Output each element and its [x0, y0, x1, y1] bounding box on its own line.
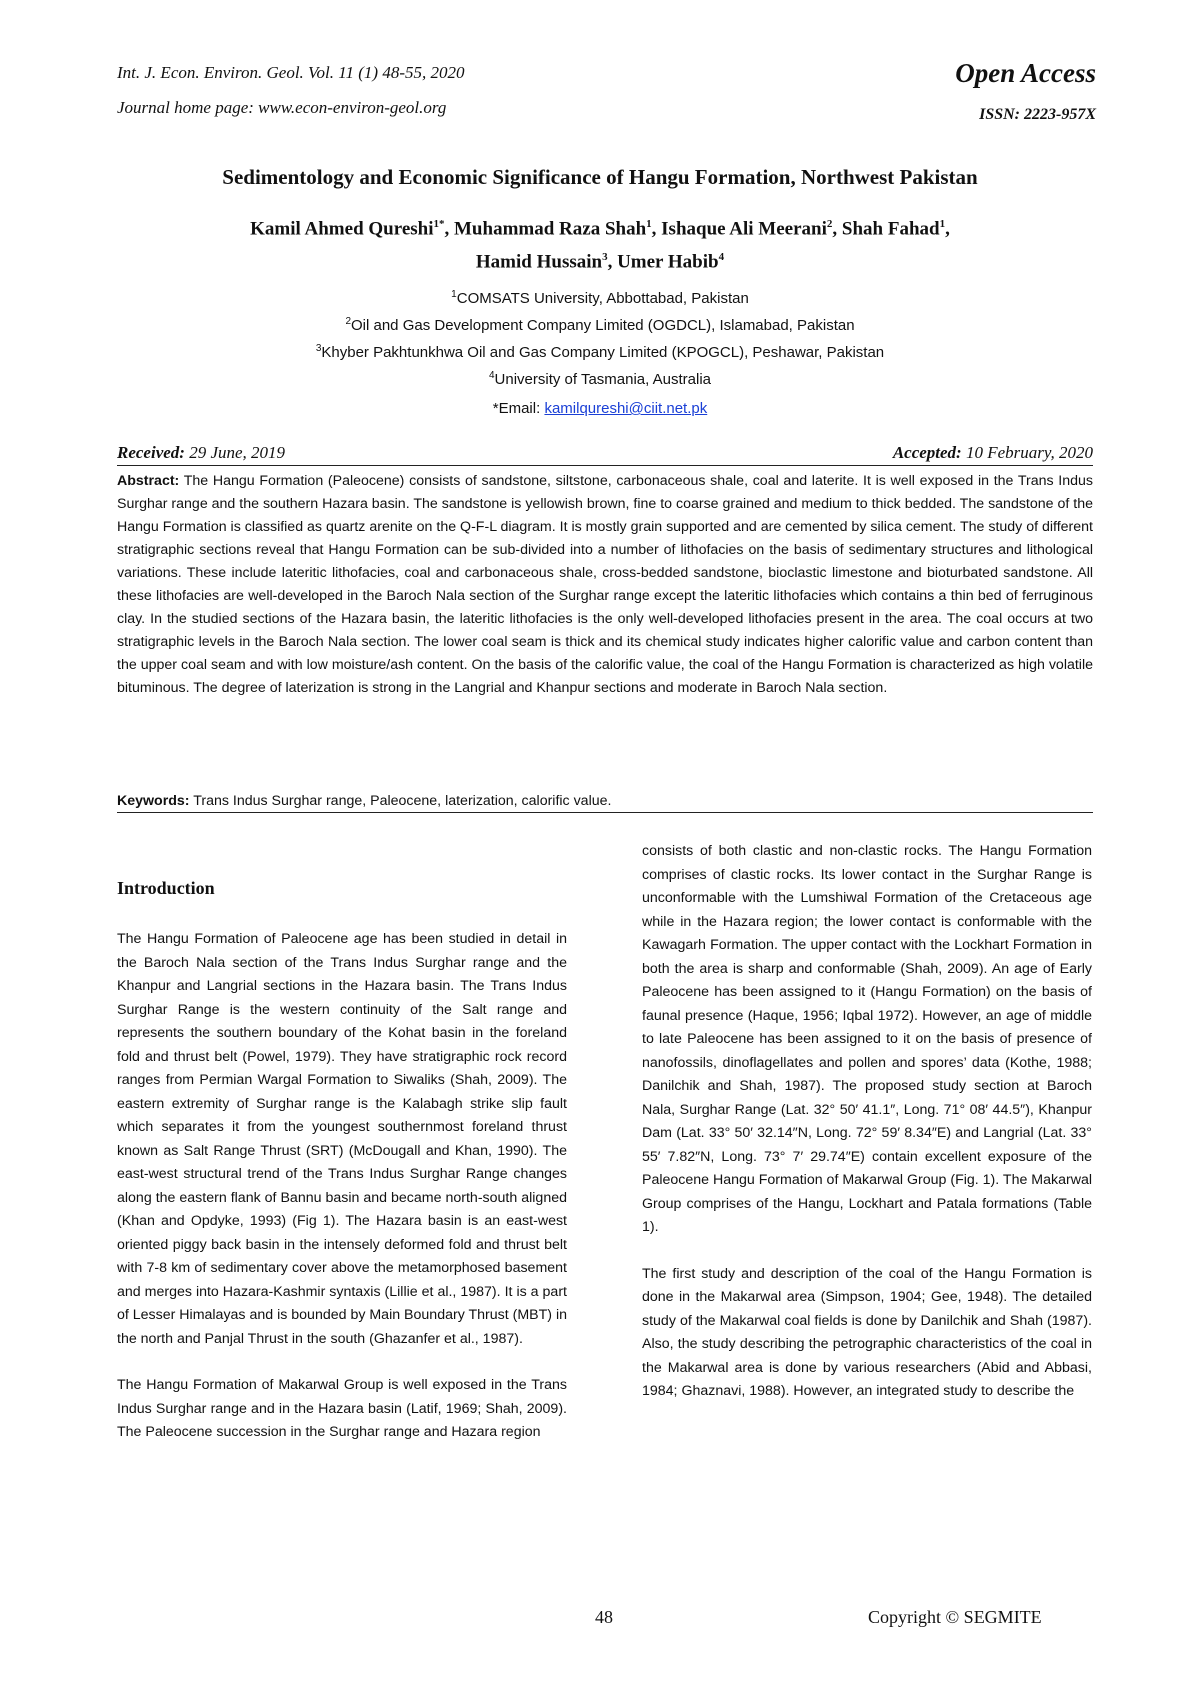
affiliation-text: Khyber Pakhtunkhwa Oil and Gas Company Limited (KPOGCL), Peshawar, Pakistan — [321, 344, 885, 361]
affiliation-text: Oil and Gas Development Company Limited (OGDCL), Islamabad, Pakistan — [351, 317, 855, 334]
abstract-label: Abstract: — [117, 473, 180, 489]
email-link[interactable]: kamilqureshi@ciit.net.pk — [544, 400, 708, 417]
author-affiliation-mark: 1 — [646, 218, 652, 230]
received-date — [117, 443, 285, 462]
affiliation-mark: 3 — [315, 343, 322, 354]
affiliation-mark: 4 — [488, 370, 495, 381]
paragraph: The Hangu Formation of Makarwal Group is well exposed in the Trans Indus Surghar range and in the Hazara basin (Latif, 1969; Shah, 2009). The Paleocene succession in the Surghar range and Hazara region — [117, 1377, 567, 1440]
author-affiliation-mark: 4 — [718, 251, 725, 264]
author-separator: , — [651, 218, 662, 240]
accepted-date — [893, 443, 1093, 463]
journal-homepage: Journal home page: www.econ-environ-geol.org — [117, 98, 447, 117]
affiliation-mark: 1 — [451, 289, 457, 300]
keywords — [117, 793, 1093, 813]
affiliation-mark: 2 — [345, 316, 351, 327]
author-name: Muhammad Raza Shah — [454, 218, 647, 240]
affiliation — [150, 364, 1050, 391]
accepted-label: Accepted: — [892, 443, 962, 462]
open-access-label: Open Access — [955, 58, 1096, 88]
dates-row — [117, 443, 1093, 466]
author-separator: , — [444, 218, 454, 240]
journal-citation: Int. J. Econ. Environ. Geol. Vol. 11 (1) 48-55, 2020 — [117, 63, 465, 82]
issn: ISSN: 2223-957X — [979, 106, 1096, 123]
author-affiliation-mark: 1* — [433, 218, 445, 230]
keywords-label: Keywords: — [117, 793, 190, 809]
author-name: Hamid Hussain — [475, 251, 603, 273]
abstract-text: The Hangu Formation (Paleocene) consists of sandstone, siltstone, carbonaceous shale, coal and laterite. It is well exposed in the Trans Indus Surghar range and the southern Hazara basin. The sandstone is yellowish brown, fine to coarse grained and medium to thick bedded. The sandstone of the Hangu Formation is classified as quartz arenite on the Q-F-L diagram. It is mostly grain supported and are cemented by silica cement. The study of different stratigraphic sections reveal that Hangu Formation can be sub-divided into a number of lithofacies on the basis of sedimentary structures and lithological variations. These include lateritic lithofacies, coal and carbonaceous shale, cross-bedded sandstone, bioclastic limestone and bioturbated sandstone. All these lithofacies are well-developed in the Baroch Nala section of the Surghar range except the lateritic lithofacies which contains a thin bed of ferruginous clay. In the studied sections of the Hazara basin, the lateritic lithofacies is the only well-developed lithofacies present in the area. The coal occurs at two stratigraphic levels in the Baroch Nala section. The lower coal seam is thick and its chemical study indicates higher calorific value and carbon content than the upper coal seam and with low moisture/ash content. On the basis of the calorific value, the coal of the Hangu Formation is characterized as high volatile bituminous. The degree of laterization is strong in the Langrial and Khanpur sections and moderate in Baroch Nala section. — [117, 473, 1093, 696]
affiliation-text: COMSATS University, Abbottabad, Pakistan — [456, 290, 749, 307]
abstract — [117, 470, 1093, 700]
author-separator: , — [607, 251, 618, 273]
author-affiliation-mark: 1 — [939, 218, 946, 230]
affiliation — [150, 310, 1050, 337]
author-separator: , — [832, 218, 842, 240]
author-name: Ishaque Ali Meerani — [661, 218, 827, 240]
author-name: Shah Fahad — [841, 218, 940, 240]
author-separator: , — [945, 218, 950, 240]
author-list — [150, 210, 1050, 277]
affiliation — [150, 337, 1050, 364]
email-label: *Email: — [492, 400, 545, 417]
page-number: 48 — [595, 1607, 613, 1627]
paragraph: consists of both clastic and non-clastic rocks. The Hangu Formation comprises of clastic rocks. Its lower contact in the Surghar Range is unconformable with the Lumshiwal Formation of the Cretaceous age while in the Hazara region; the lower contact is conformable with the Kawagarh Formation. The upper contact with the Lockhart Formation in both the area is sharp and conformable (Shah, 2009). An age of Early Paleocene has been assigned to it (Hangu Formation) on the basis of faunal presence (Haque, 1956; Iqbal 1972). However, an age of middle to late Paleocene has been assigned to it on the basis of presence of nanofossils, dinoflagellates and pollen and spores’ data (Kothe, 1988; Danilchik and Shah, 1987). The proposed study section at Baroch Nala, Surghar Range (Lat. 32° 50′ 41.1″, Long. 71° 08′ 44.5″), Khanpur Dam (Lat. 33° 50′ 32.14″N, Long. 72° 59′ 8.34″E) and Langrial (Lat. 33° 55′ 7.82″N, Long. 73° 7′ 29.74″E) contain excellent exposure of the Paleocene Hangu Formation of Makarwal Group (Fig. 1). The Makarwal Group comprises of the Hangu, Lockhart and Patala formations (Table 1). — [642, 843, 1092, 1235]
received-label: Received: — [117, 443, 185, 462]
corresponding-email — [0, 400, 1200, 417]
accepted-value: 10 February, 2020 — [961, 443, 1093, 462]
author-affiliation-mark: 3 — [602, 251, 608, 264]
left-column — [117, 878, 567, 1468]
section-heading: Introduction — [117, 878, 215, 898]
paragraph: The Hangu Formation of Paleocene age has been studied in detail in the Baroch Nala section of the Trans Indus Surghar range and the Khanpur and Langrial sections in the Hazara basin. The Trans Indus Surghar Range is the western continuity of the Salt range and represents the southern boundary of the Kohat basin in the foreland fold and thrust belt (Powel, 1979). They have stratigraphic rock record ranges from Permian Wargal Formation to Siwaliks (Shah, 2009). The eastern extremity of Surghar range is the Kalabagh strike slip fault which separates it from the youngest southernmost foreland thrust known as Salt Range Thrust (SRT) (McDougall and Khan, 1990). The east-west structural trend of the Trans Indus Surghar Range changes along the eastern flank of Bannu basin and became north-south aligned (Khan and Opdyke, 1993) (Fig 1). The Hazara basin is an east-west oriented piggy back basin in the intensely deformed fold and thrust belt with 7-8 km of sedimentary cover above the metamorphosed basement and merges into Hazara-Kashmir syntaxis (Lillie et al., 1987). It is a part of Lesser Himalayas and is bounded by Main Boundary Thrust (MBT) in the north and Panjal Thrust in the south (Ghazanfer et al., 1987). — [117, 931, 568, 1347]
received-value: 29 June, 2019 — [184, 443, 286, 462]
affiliation-list — [150, 283, 1050, 391]
keywords-text: Trans Indus Surghar range, Paleocene, laterization, calorific value. — [189, 793, 612, 809]
affiliation-text: University of Tasmania, Australia — [494, 371, 712, 388]
copyright: Copyright © SEGMITE — [868, 1607, 1042, 1627]
article-title: Sedimentology and Economic Significance of Hangu Formation, Northwest Pakistan — [222, 165, 978, 189]
author-name: Kamil Ahmed Qureshi — [250, 218, 434, 240]
right-column — [642, 840, 1092, 1427]
author-name: Umer Habib — [617, 251, 719, 273]
author-affiliation-mark: 2 — [826, 218, 833, 230]
affiliation — [150, 283, 1050, 310]
paragraph: The first study and description of the coal of the Hangu Formation is done in the Makarwal area (Simpson, 1904; Gee, 1948). The detailed study of the Makarwal coal fields is done by Danilchik and Shah (1987). Also, the study describing the petrographic characteristics of the coal in the Makarwal area is done by various researchers (Abid and Abbasi, 1984; Ghaznavi, 1988). However, an integrated study to describe the — [642, 1265, 1092, 1399]
